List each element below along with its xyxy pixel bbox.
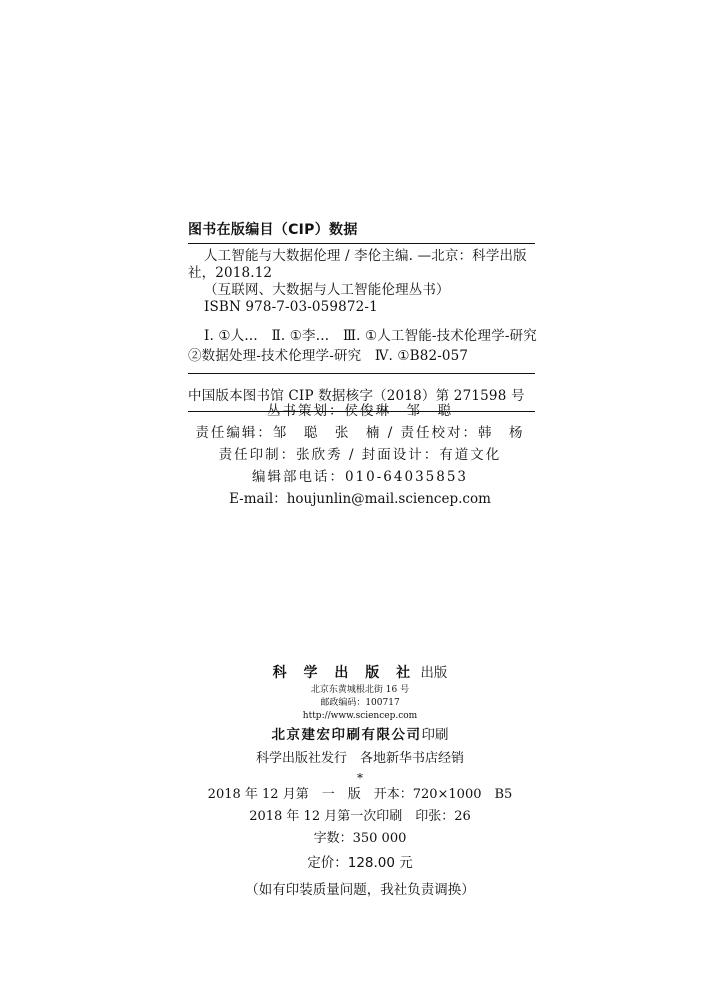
edition-details (0, 784, 720, 902)
publisher-postal-code: 邮政编码：100717 (320, 698, 400, 708)
printer-suffix: 印刷 (421, 727, 449, 743)
printing-design-credit: 责任印制：张欣秀 / 封面设计：有道文化 (218, 447, 502, 463)
cip-subjects-line-continued: ②数据处理-技术伦理学-研究 Ⅳ. ①B82-057 (188, 348, 469, 364)
cip-subjects (188, 316, 535, 365)
publisher-name: 科 学 出 版 社 (272, 665, 417, 681)
cip-subjects-line: Ⅰ. ①人… Ⅱ. ①李… Ⅲ. ①人工智能-技术伦理学-研究 (204, 328, 537, 344)
cip-isbn-line: ISBN 978-7-03-059872-1 (204, 299, 378, 315)
separator-star: * (357, 771, 363, 785)
cip-number-line: 中国版本图书馆 CIP 数据核字（2018）第 271598 号 (188, 388, 525, 404)
contact-email: E-mail：houjunlin@mail.sciencep.com (229, 491, 491, 507)
editors-credit: 责任编辑：邹 聪 张 楠 / 责任校对：韩 杨 (195, 425, 525, 441)
credits-block (0, 400, 720, 510)
word-count-line: 字数：350 000 (313, 831, 407, 846)
cip-series-line: （互联网、大数据与人工智能伦理丛书） (204, 282, 450, 298)
publisher-row (0, 662, 720, 684)
publisher-block (0, 662, 720, 786)
series-planning-credit: 丛书策划：侯俊琳 邹 聪 (267, 403, 453, 419)
cip-bibliographic-entry (188, 244, 535, 373)
editorial-phone: 编辑部电话：010-64035853 (251, 469, 469, 485)
cip-heading: 图书在版编目（CIP）数据 (188, 222, 358, 238)
edition-line: 2018 年 12 月第 一 版 开本：720×1000 B5 (207, 787, 513, 802)
printing-line: 2018 年 12 月第一次印刷 印张：26 (249, 809, 471, 824)
publisher-website: http://www.sciencep.com (302, 711, 418, 721)
cip-data-block (188, 222, 535, 412)
price-line: 定价：128.00 元 (307, 855, 413, 871)
cip-title-line-continued: 社，2018.12 (188, 265, 273, 281)
printer-name: 北京建宏印刷有限公司 (271, 727, 422, 743)
cip-title-line: 人工智能与大数据伦理 / 李伦主编. —北京：科学出版 (204, 248, 527, 264)
publisher-address: 北京东黄城根北街 16 号 (310, 685, 410, 695)
printer-row (0, 724, 720, 746)
quality-notice: （如有印装质量问题，我社负责调换） (245, 882, 475, 898)
distributor-line: 科学出版社发行 各地新华书店经销 (255, 751, 464, 766)
publisher-suffix: 出版 (420, 665, 448, 681)
